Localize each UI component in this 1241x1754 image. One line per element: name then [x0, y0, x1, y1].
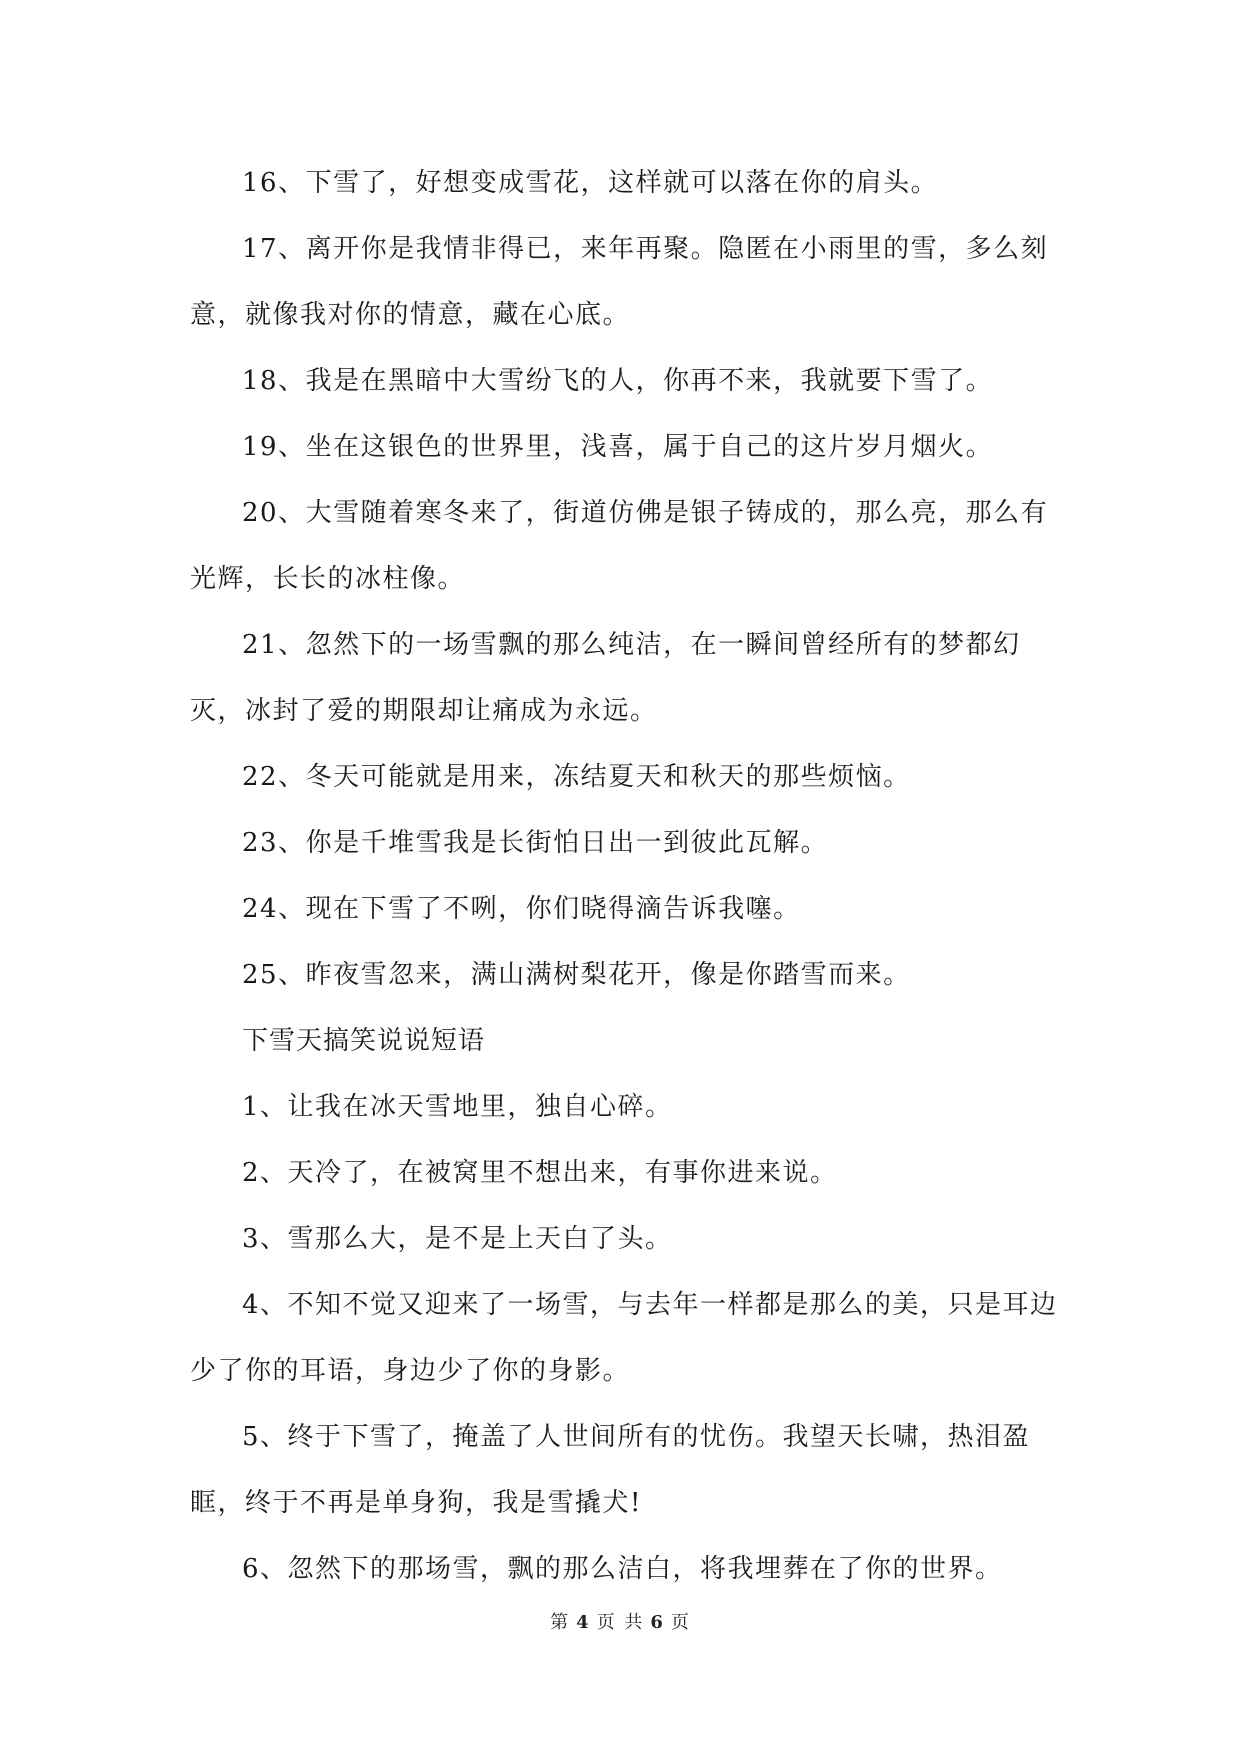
paragraph: 22、冬天可能就是用来，冻结夏天和秋天的那些烦恼。 [242, 762, 911, 792]
paragraph: 4、不知不觉又迎来了一场雪，与去年一样都是那么的美，只是耳边少了你的耳语，身边少了你的身影。 [190, 1290, 1058, 1386]
paragraph: 5、终于下雪了，掩盖了人世间所有的忧伤。我望天长啸，热泪盈眶，终于不再是单身狗，我是雪撬犬! [190, 1422, 1031, 1518]
document-body [190, 150, 1060, 1602]
paragraph: 16、下雪了，好想变成雪花，这样就可以落在你的肩头。 [242, 168, 939, 198]
paragraph: 23、你是千堆雪我是长街怕日出一到彼此瓦解。 [242, 828, 829, 858]
paragraph: 2、天冷了，在被窝里不想出来，有事你进来说。 [242, 1158, 838, 1188]
page-footer [0, 1608, 1241, 1634]
paragraph: 20、大雪随着寒冬来了，街道仿佛是银子铸成的，那么亮，那么有光辉，长长的冰柱像。 [190, 498, 1049, 594]
total-pages-number: 6 [650, 1612, 665, 1633]
paragraph: 24、现在下雪了不咧，你们晓得滴告诉我噻。 [242, 894, 801, 924]
current-page-number: 4 [576, 1612, 591, 1633]
paragraph: 18、我是在黑暗中大雪纷飞的人，你再不来，我就要下雪了。 [242, 366, 994, 396]
footer-middle: 页 共 [596, 1612, 645, 1633]
paragraph: 3、雪那么大，是不是上天白了头。 [242, 1224, 673, 1254]
footer-suffix: 页 [670, 1612, 691, 1633]
paragraph: 25、昨夜雪忽来，满山满树梨花开，像是你踏雪而来。 [242, 960, 911, 990]
paragraph: 21、忽然下的一场雪飘的那么纯洁，在一瞬间曾经所有的梦都幻灭，冰封了爱的期限却让痛成为永远。 [190, 630, 1021, 726]
section-heading: 下雪天搞笑说说短语 [242, 1026, 486, 1056]
paragraph: 1、让我在冰天雪地里，独自心碎。 [242, 1092, 673, 1122]
paragraph: 6、忽然下的那场雪，飘的那么洁白，将我埋葬在了你的世界。 [242, 1554, 1003, 1584]
paragraph: 17、离开你是我情非得已，来年再聚。隐匿在小雨里的雪，多么刻意，就像我对你的情意，藏在心底。 [190, 234, 1049, 330]
paragraph: 19、坐在这银色的世界里，浅喜，属于自己的这片岁月烟火。 [242, 432, 994, 462]
footer-prefix: 第 [550, 1612, 571, 1633]
